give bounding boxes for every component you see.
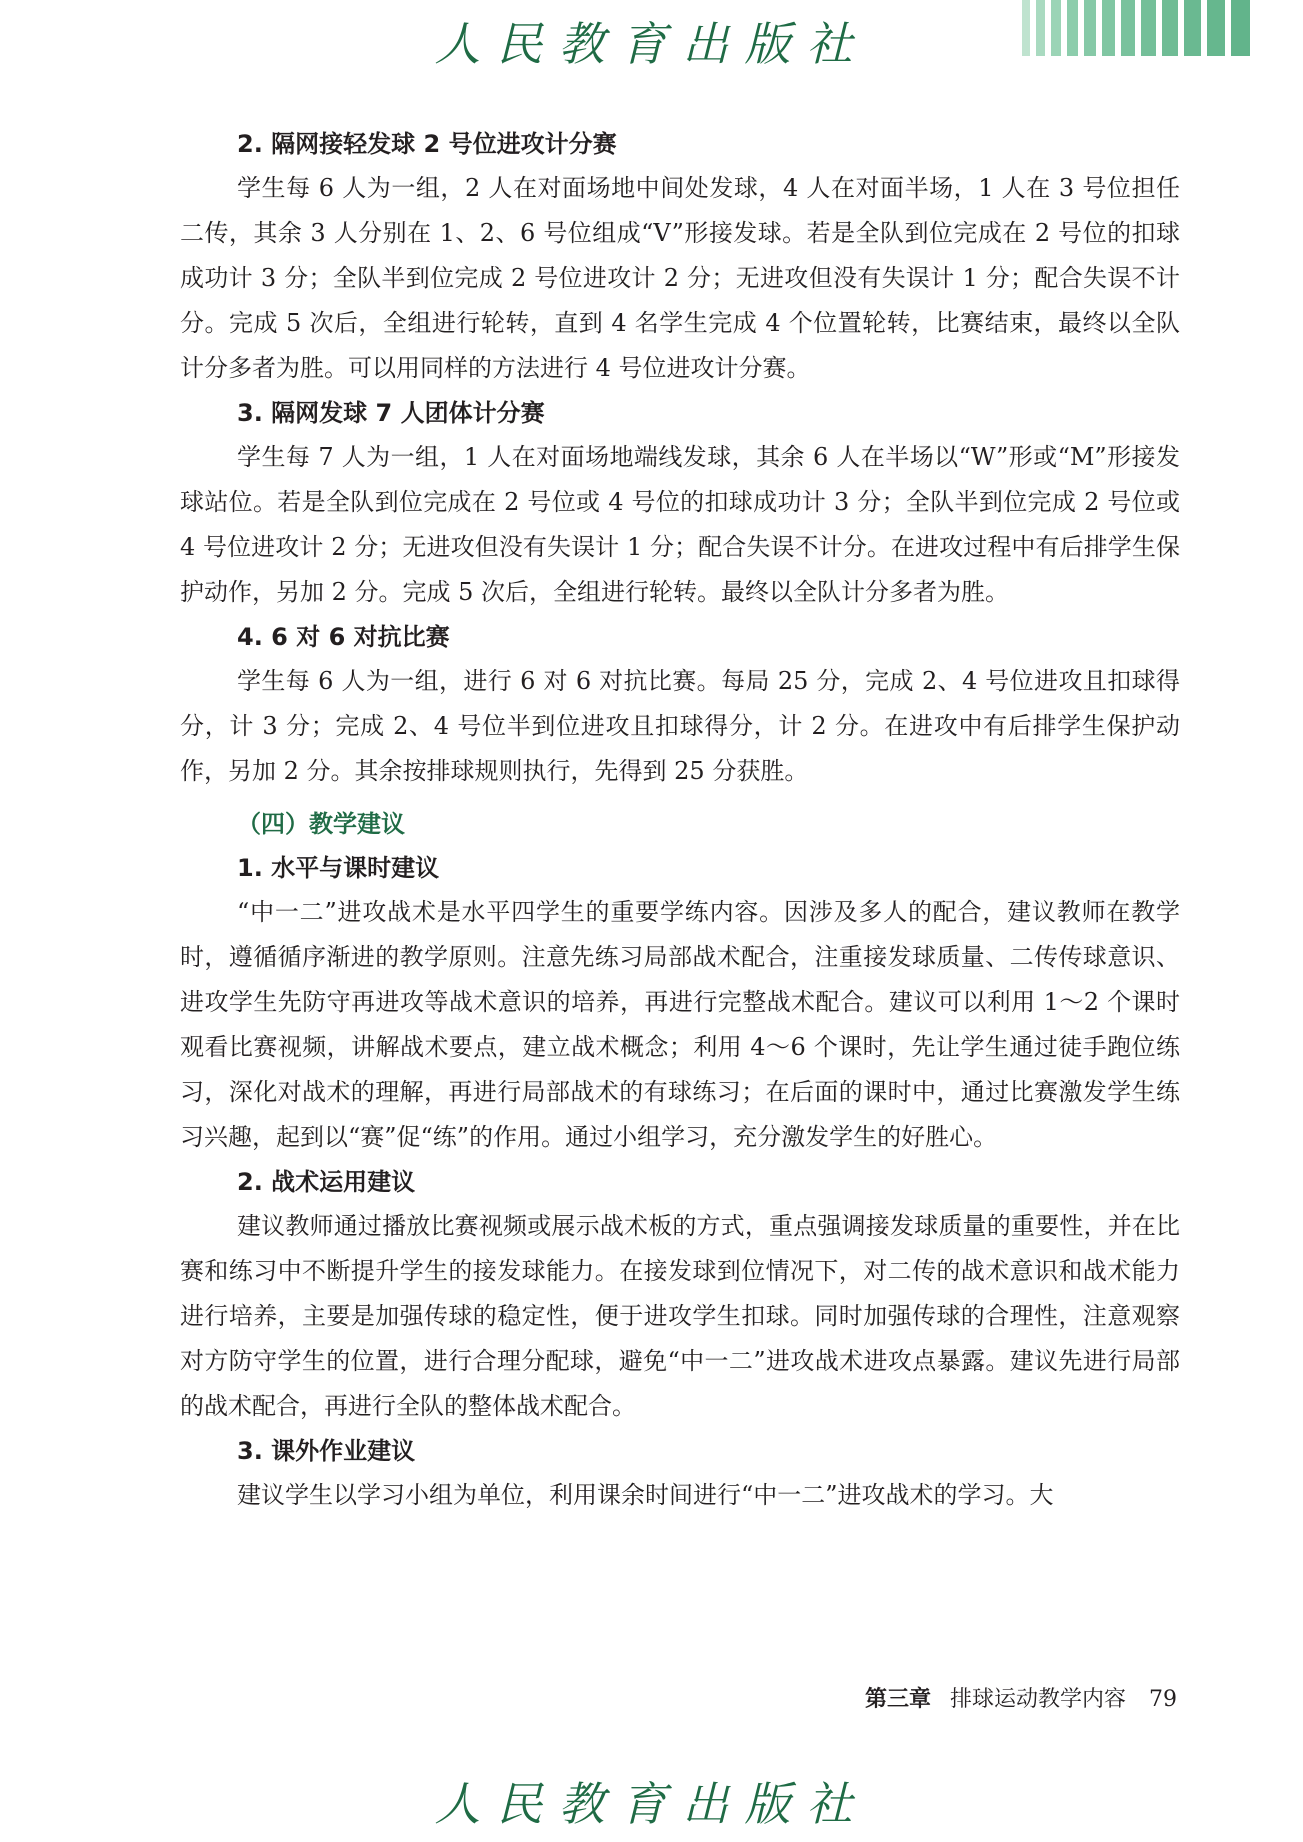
heading-tactics-suggestions: 2. 战术运用建议 — [237, 1168, 416, 1196]
header-stripe — [1141, 0, 1156, 56]
header-stripe — [1036, 0, 1045, 56]
paragraph-team-scoring-game: 学生每 7 人为一组，1 人在对面场地端线发球，其余 6 人在半场以“W”形或“M”形接发球站位。若是全队到位完成在 2 号位或 4 号位的扣球成功计 3 分；全队半到位完成 2 号位或 4 号位进攻计 2 分；无进攻但没有失误计 1 分；配合失误不计分。在进攻过程中有后排学生保护动作，另加 2 分。完成 5 次后，全组进行轮转。最终以全队计分多者为胜。 — [180, 443, 1180, 606]
heading-team-scoring-game: 3. 隔网发球 7 人团体计分赛 — [237, 399, 545, 427]
paragraph-level-lesson-suggestions: “中一二”进攻战术是水平四学生的重要学练内容。因涉及多人的配合，建议教师在教学时，遵循循序渐进的教学原则。注意先练习局部战术配合，注重接发球质量、二传传球意识、进攻学生先防守再进攻等战术意识的培养，再进行完整战术配合。建议可以利用 1～2 个课时观看比赛视频，讲解战术要点，建立战术概念；利用 4～6 个课时，先让学生通过徒手跑位练习，深化对战术的理解，再进行局部战术的有球练习；在后面的课时中，通过比赛激发学生练习兴趣，起到以“赛”促“练”的作用。通过小组学习，充分激发学生的好胜心。 — [180, 898, 1180, 1151]
header-stripe — [1162, 0, 1178, 56]
paragraph-6v6-match: 学生每 6 人为一组，进行 6 对 6 对抗比赛。每局 25 分，完成 2、4 号位进攻且扣球得分，计 3 分；完成 2、4 号位半到位进攻且扣球得分，计 2 分。在进攻中有后排学生保护动作，另加 2 分。其余按排球规则执行，先得到 25 分获胜。 — [180, 667, 1180, 785]
header-stripe — [1231, 0, 1250, 56]
header-stripe — [1102, 0, 1115, 56]
footer-chapter-title: 排球运动教学内容 — [949, 1687, 1126, 1712]
page-body — [180, 122, 1180, 1518]
publisher-logo-top: 人民教育出版社 — [434, 17, 869, 71]
header-stripe — [1121, 0, 1135, 56]
header-stripe — [1051, 0, 1061, 56]
header-stripe — [1084, 0, 1096, 56]
footer-chapter: 第三章 — [864, 1687, 931, 1712]
heading-homework-suggestions: 3. 课外作业建议 — [237, 1437, 416, 1465]
header-stripe — [1067, 0, 1078, 56]
header-stripe — [1184, 0, 1201, 56]
heading-level-lesson-suggestions: 1. 水平与课时建议 — [237, 854, 440, 882]
paragraph-tactics-suggestions: 建议教师通过播放比赛视频或展示战术板的方式，重点强调接发球质量的重要性，并在比赛和练习中不断提升学生的接发球能力。在接发球到位情况下，对二传的战术意识和战术能力进行培养，主要是加强传球的稳定性，便于进攻学生扣球。同时加强传球的合理性，注意观察对方防守学生的位置，进行合理分配球，避免“中一二”进攻战术进攻点暴露。建议先进行局部的战术配合，再进行全队的整体战术配合。 — [180, 1212, 1180, 1420]
page-footer — [865, 1685, 1177, 1715]
page-number: 79 — [1149, 1687, 1177, 1712]
section-heading-teaching-suggestions: （四）教学建议 — [237, 810, 405, 838]
publisher-logo-bottom: 人民教育出版社 — [434, 1777, 869, 1831]
header-stripe — [1022, 0, 1030, 56]
header-stripes-decoration — [1022, 0, 1303, 56]
heading-6v6-match: 4. 6 对 6 对抗比赛 — [237, 623, 450, 651]
heading-serve-receive-game: 2. 隔网接轻发球 2 号位进攻计分赛 — [237, 130, 617, 158]
header-stripe — [1207, 0, 1225, 56]
paragraph-homework-suggestions: 建议学生以学习小组为单位，利用课余时间进行“中一二”进攻战术的学习。大 — [237, 1481, 1054, 1509]
paragraph-serve-receive-game: 学生每 6 人为一组，2 人在对面场地中间处发球，4 人在对面半场，1 人在 3 号位担任二传，其余 3 人分别在 1、2、6 号位组成“V”形接发球。若是全队到位完成在 2 号位的扣球成功计 3 分；全队半到位完成 2 号位进攻计 2 分；无进攻但没有失误计 1 分；配合失误不计分。完成 5 次后，全组进行轮转，直到 4 名学生完成 4 个位置轮转，比赛结束，最终以全队计分多者为胜。可以用同样的方法进行 4 号位进攻计分赛。 — [180, 174, 1180, 382]
